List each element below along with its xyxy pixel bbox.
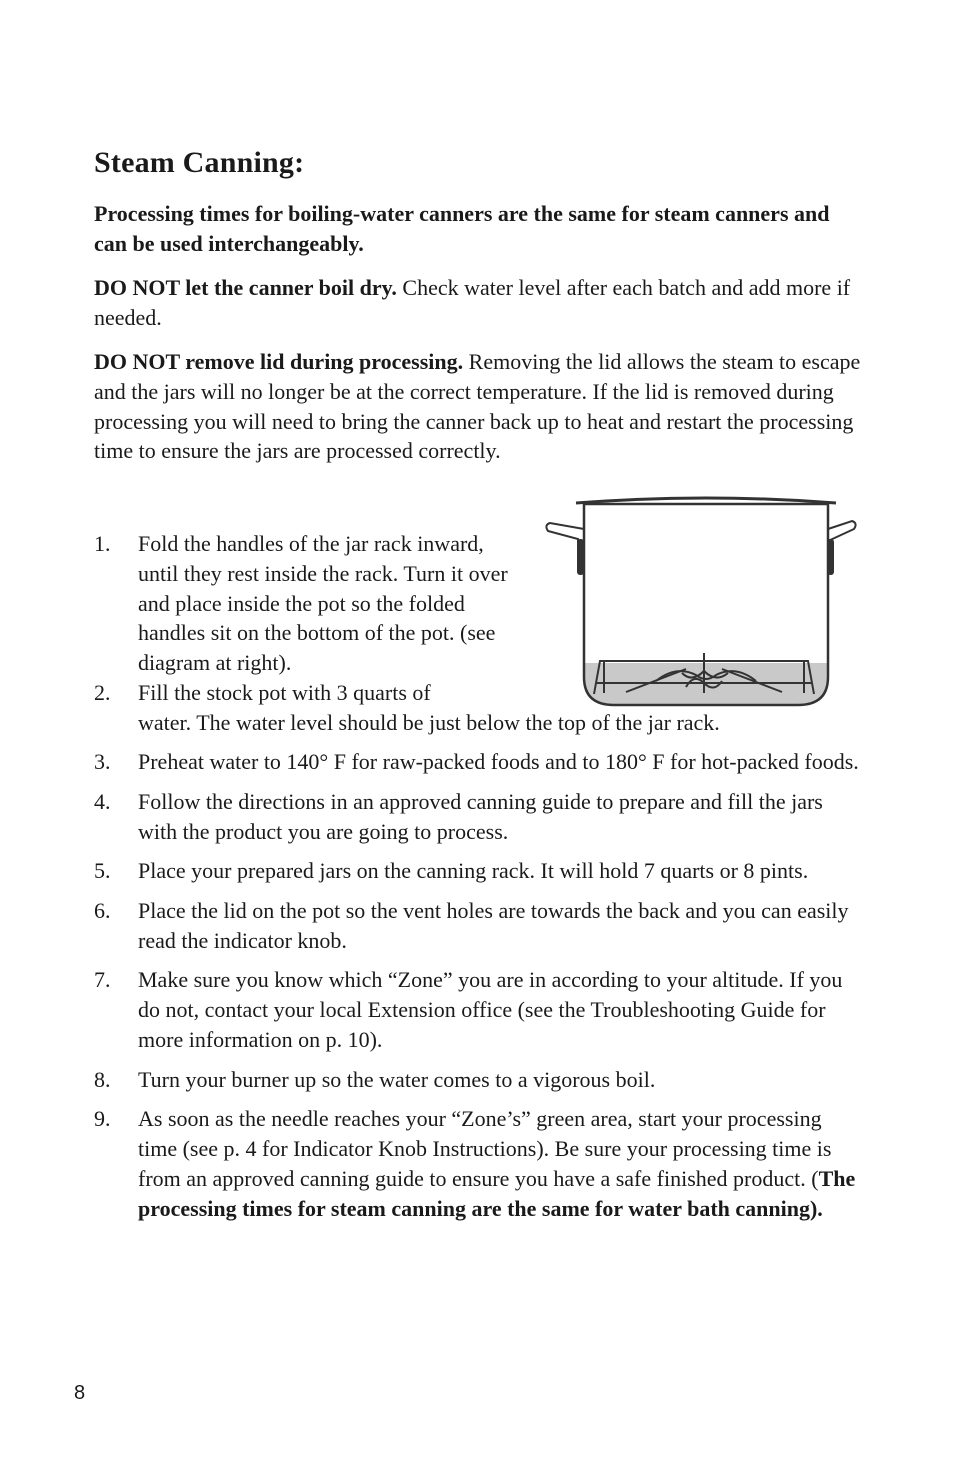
- step-text: Preheat water to 140° F for raw-packed foods and to 180° F for hot-packed foods.: [138, 749, 859, 775]
- step-text: Fold the handles of the jar rack inward, until they rest inside the rack. Turn it over and place inside the pot so the folded handles sit on the bottom of the pot. (see diagram at right).: [138, 531, 508, 676]
- step-number: 4.: [94, 788, 111, 814]
- step-text-line-2: water. The water level should be just below the top of the jar rack.: [138, 709, 720, 735]
- step-text: Place the lid on the pot so the vent holes are towards the back and you can easily read the indicator knob.: [138, 897, 849, 953]
- step-number: 9.: [94, 1106, 111, 1132]
- step-4: [94, 787, 864, 847]
- step-number: 3.: [94, 749, 111, 775]
- step-text-bold: The processing times for steam canning are the same for water bath canning).: [138, 1165, 856, 1221]
- step-6: [94, 896, 864, 956]
- step-text-line-1: Fill the stock pot with 3 quarts of: [138, 679, 431, 705]
- boil-dry-warning: [94, 273, 864, 333]
- step-text: Turn your burner up so the water comes to a vigorous boil.: [138, 1066, 656, 1092]
- step-number: 7.: [94, 967, 111, 993]
- pot-rim: [576, 498, 836, 503]
- step-3: [94, 747, 864, 777]
- step-9: [94, 1104, 864, 1223]
- boil-dry-warning-bold: DO NOT let the canner boil dry.: [94, 275, 397, 300]
- step-text: Make sure you know which “Zone” you are in according to your altitude. If you do not, contact your local Extension office (see the Troubleshooting Guide for more information on p. 10).: [138, 967, 843, 1052]
- step-5: [94, 856, 864, 886]
- step-text: Place your prepared jars on the canning rack. It will hold 7 quarts or 8 pints.: [138, 858, 809, 884]
- steps-list: [94, 529, 864, 1233]
- step-8: [94, 1065, 864, 1095]
- step-number: 5.: [94, 858, 111, 884]
- page-title: Steam Canning:: [94, 146, 305, 179]
- step-7: [94, 965, 864, 1054]
- step-text: Follow the directions in an approved canning guide to prepare and fill the jars with the product you are going to process.: [138, 788, 823, 844]
- step-number: 2.: [94, 679, 111, 705]
- lid-warning-bold: DO NOT remove lid during processing.: [94, 349, 464, 374]
- lid-warning-text: Removing the lid allows the steam to escape and the jars will no longer be at the correct temperature. If the lid is removed during processing you will need to bring the canner back up to heat and restart the processing time to ensure the jars are processed correctly.: [94, 349, 861, 464]
- page-number: 8: [74, 1382, 86, 1404]
- lid-warning: [94, 347, 864, 466]
- step-number: 8.: [94, 1066, 111, 1092]
- step-number: 6.: [94, 897, 111, 923]
- step-number: 1.: [94, 531, 111, 556]
- step-2: [94, 678, 864, 738]
- intro-paragraph: Processing times for boiling-water canners are the same for steam canners and can be used interchangeably.: [94, 201, 830, 256]
- step-text: As soon as the needle reaches your “Zone’s” green area, start your processing time (see p. 4 for Indicator Knob Instructions). Be sure your processing time is from an approved canning guide to ensure you have a safe finished product. (: [138, 1106, 832, 1191]
- boil-dry-warning-text: Check water level after each batch and add more if needed.: [94, 275, 851, 330]
- step-1: [94, 529, 523, 678]
